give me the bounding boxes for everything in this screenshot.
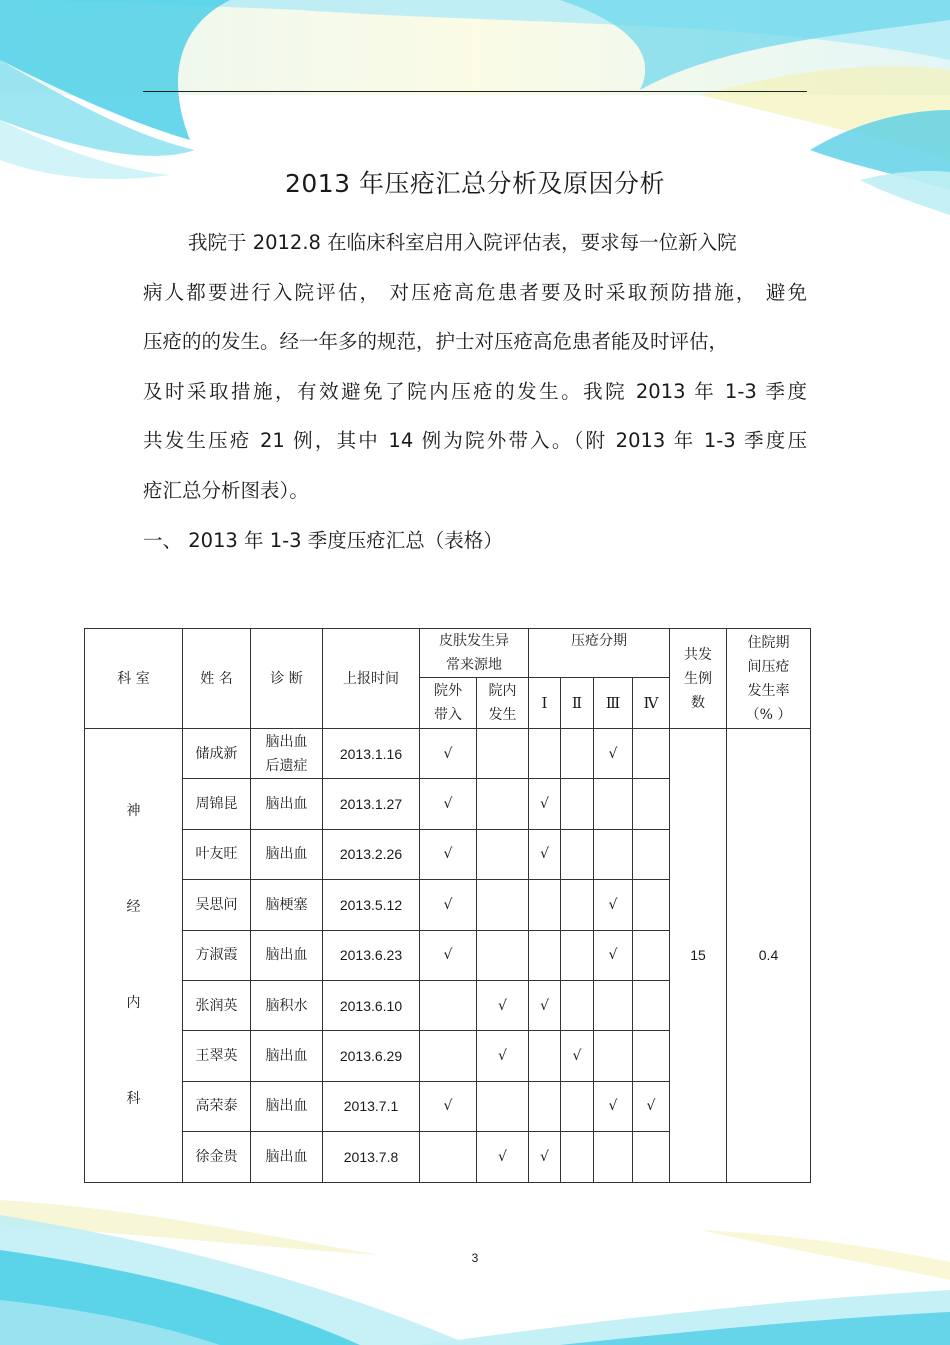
header-diagnosis: 诊 断: [251, 629, 323, 729]
header-stage-1: Ⅰ: [529, 678, 561, 729]
stage-3-cell: √: [594, 930, 633, 980]
document-title: 2013 年压疮汇总分析及原因分析: [284, 169, 666, 198]
header-stage-2: Ⅱ: [561, 678, 594, 729]
header-rate-line: 发生率: [747, 682, 790, 699]
paragraph-line: 及时采取措施，有效避免了院内压疮的发生。我院 2013 年 1-3 季度: [143, 379, 807, 403]
patient-name: 张润英: [183, 980, 251, 1030]
patient-name: 叶友旺: [183, 829, 251, 879]
stage-4-cell: [633, 1132, 670, 1182]
paragraph-line: 共发生压疮 21 例，其中 14 例为院外带入。（附 2013 年 1-3 季度压: [143, 429, 807, 453]
header-source-in-line: 院内: [488, 683, 517, 699]
source-out-cell: √: [420, 930, 477, 980]
header-rate-line: 间压疮: [747, 658, 790, 675]
patient-name: 周锦昆: [183, 779, 251, 829]
paragraph-line: 疮汇总分析图表）。: [143, 478, 309, 502]
header-total-line: 数: [691, 694, 705, 711]
patient-name: 方淑霞: [183, 930, 251, 980]
source-out-cell: √: [420, 729, 477, 779]
report-date: 2013.1.16: [323, 729, 420, 779]
stage-3-cell: √: [594, 729, 633, 779]
header-rate: [727, 629, 811, 729]
source-in-cell: [477, 1081, 529, 1131]
stage-2-cell: [561, 1132, 594, 1182]
department-char: 内: [126, 995, 141, 1012]
report-date: 2013.6.10: [323, 980, 420, 1030]
source-out-cell: √: [420, 1081, 477, 1131]
stage-1-cell: √: [529, 1132, 561, 1182]
incidence-rate: 0.4: [727, 729, 811, 1183]
header-source-group-line: 常来源地: [446, 657, 502, 673]
diagnosis: 脑出血: [251, 1132, 323, 1182]
report-date: 2013.7.8: [323, 1132, 420, 1182]
total-cases: 15: [670, 729, 727, 1183]
page-number: 3: [471, 1251, 479, 1265]
stage-4-cell: [633, 729, 670, 779]
header-source-out-line: 院外: [434, 683, 462, 699]
department-cell: [85, 729, 183, 1183]
stage-1-cell: [529, 930, 561, 980]
department-char: 科: [126, 1091, 141, 1108]
report-date: 2013.1.27: [323, 779, 420, 829]
stage-1-cell: [529, 880, 561, 930]
stage-2-cell: √: [561, 1031, 594, 1081]
paragraph-line: 压疮的的发生。经一年多的规范，护士对压疮高危患者能及时评估，: [143, 330, 729, 354]
section-heading: 一、 2013 年 1-3 季度压疮汇总（表格）: [143, 529, 503, 552]
source-out-cell: [420, 1132, 477, 1182]
pressure-ulcer-summary-table: [84, 628, 811, 1183]
report-date: 2013.6.29: [323, 1031, 420, 1081]
header-source-in: [477, 678, 529, 729]
stage-2-cell: [561, 980, 594, 1030]
stage-3-cell: [594, 980, 633, 1030]
stage-3-cell: [594, 1132, 633, 1182]
header-stage-group: 压疮分期: [529, 629, 670, 678]
stage-2-cell: [561, 829, 594, 879]
header-rate-line: 住院期: [747, 634, 790, 651]
source-out-cell: √: [420, 829, 477, 879]
department-char: 神: [126, 803, 141, 820]
patient-name: 高荣泰: [183, 1081, 251, 1131]
diagnosis-line: 后遗症: [265, 757, 308, 774]
source-out-cell: [420, 1031, 477, 1081]
stage-4-cell: [633, 829, 670, 879]
source-in-cell: √: [477, 980, 529, 1030]
header-total-line: 共发: [684, 646, 712, 663]
patient-name: 储成新: [183, 729, 251, 779]
stage-2-cell: [561, 880, 594, 930]
header-name: 姓 名: [183, 629, 251, 729]
stage-1-cell: [529, 1081, 561, 1131]
stage-2-cell: [561, 729, 594, 779]
diagnosis: 脑梗塞: [251, 880, 323, 930]
stage-3-cell: [594, 1031, 633, 1081]
source-in-cell: √: [477, 1031, 529, 1081]
diagnosis: 脑出血: [251, 1031, 323, 1081]
header-rule: [143, 91, 807, 92]
stage-1-cell: [529, 729, 561, 779]
department-char: 经: [126, 899, 141, 916]
stage-3-cell: [594, 779, 633, 829]
header-source-in-line: 发生: [488, 707, 517, 723]
patient-name: 徐金贵: [183, 1132, 251, 1182]
header-stage-4: Ⅳ: [633, 678, 670, 729]
header-source-group: [420, 629, 529, 678]
stage-1-cell: [529, 1031, 561, 1081]
header-rate-line: （% ）: [745, 706, 792, 723]
stage-4-cell: [633, 779, 670, 829]
stage-3-cell: √: [594, 880, 633, 930]
stage-1-cell: √: [529, 829, 561, 879]
diagnosis: 脑出血: [251, 829, 323, 879]
stage-4-cell: √: [633, 1081, 670, 1131]
source-in-cell: [477, 829, 529, 879]
source-in-cell: [477, 729, 529, 779]
stage-3-cell: [594, 829, 633, 879]
header-total-line: 生例: [684, 670, 712, 687]
source-out-cell: [420, 980, 477, 1030]
stage-1-cell: √: [529, 779, 561, 829]
header-source-out: [420, 678, 477, 729]
header-report-time: 上报时间: [323, 629, 420, 729]
source-in-cell: √: [477, 1132, 529, 1182]
stage-1-cell: √: [529, 980, 561, 1030]
diagnosis-line: 脑出血: [265, 733, 308, 750]
report-date: 2013.2.26: [323, 829, 420, 879]
patient-name: 吴思问: [183, 880, 251, 930]
report-date: 2013.7.1: [323, 1081, 420, 1131]
header-total: [670, 629, 727, 729]
stage-4-cell: [633, 880, 670, 930]
report-date: 2013.6.23: [323, 930, 420, 980]
report-date: 2013.5.12: [323, 880, 420, 930]
table-row: [85, 729, 811, 779]
paragraph-line: 病人都要进行入院评估， 对压疮高危患者要及时采取预防措施， 避免: [143, 280, 807, 304]
intro-paragraph: [143, 228, 807, 526]
header-source-group-line: 皮肤发生异: [439, 633, 509, 649]
diagnosis: 脑出血: [251, 930, 323, 980]
diagnosis: 脑出血: [251, 1081, 323, 1131]
diagnosis: [251, 729, 323, 779]
header-source-out-line: 带入: [434, 707, 462, 723]
paragraph-line: 我院于 2012.8 在临床科室启用入院评估表，要求每一位新入院: [188, 231, 737, 254]
diagnosis: 脑出血: [251, 779, 323, 829]
source-in-cell: [477, 880, 529, 930]
stage-4-cell: [633, 980, 670, 1030]
source-out-cell: √: [420, 779, 477, 829]
header-stage-3: Ⅲ: [594, 678, 633, 729]
stage-4-cell: [633, 930, 670, 980]
diagnosis: 脑积水: [251, 980, 323, 1030]
source-in-cell: [477, 779, 529, 829]
stage-2-cell: [561, 779, 594, 829]
header-dept: 科 室: [85, 629, 183, 729]
source-in-cell: [477, 930, 529, 980]
stage-2-cell: [561, 930, 594, 980]
source-out-cell: √: [420, 880, 477, 930]
stage-3-cell: √: [594, 1081, 633, 1131]
stage-4-cell: [633, 1031, 670, 1081]
patient-name: 王翠英: [183, 1031, 251, 1081]
stage-2-cell: [561, 1081, 594, 1131]
